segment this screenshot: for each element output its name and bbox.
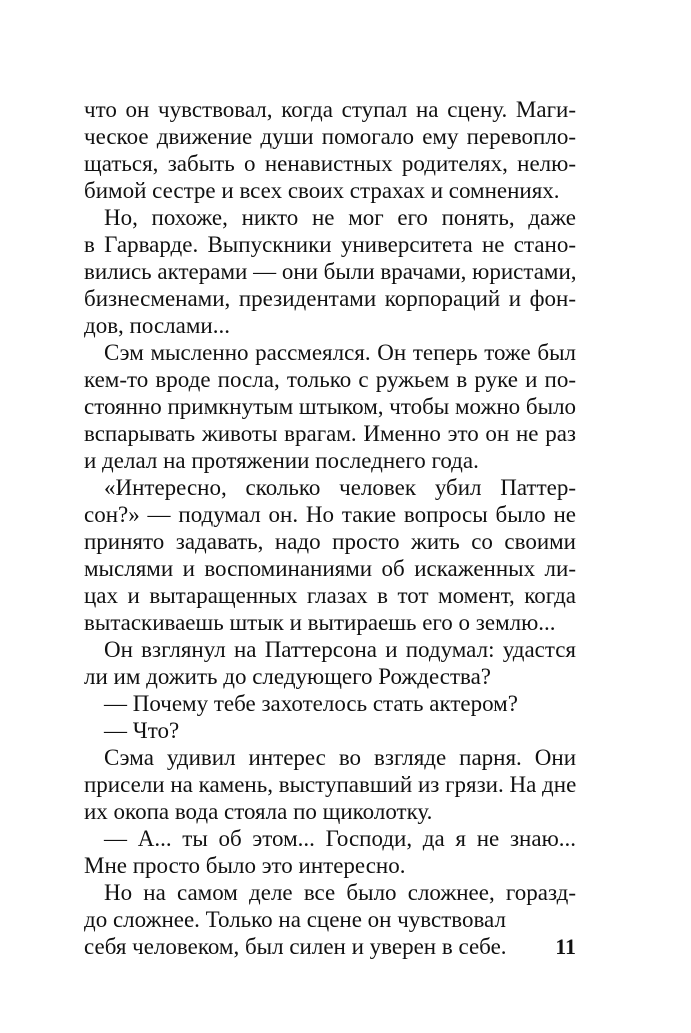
- text-line: цах и вытаращенных глазах в тот момент, когда: [84, 583, 576, 608]
- text-line: и делал на протяжении последнего года.: [84, 448, 479, 473]
- text-line: их окопа вода стояла по щиколотку.: [84, 799, 433, 824]
- text-line: Сэма удивил интерес во взгляде парня. Они: [104, 745, 576, 770]
- text-line: бизнесменами, президентами корпораций и фон-: [84, 286, 576, 311]
- text-line: Но на самом деле все было сложнее, горазд-: [104, 880, 576, 905]
- text-line: ческое движение души помогало ему перевопло-: [84, 124, 576, 149]
- text-line: Но, похоже, никто не мог его понять, даже: [104, 205, 576, 230]
- text-line: до сложнее. Только на сцене он чувствовал: [84, 907, 506, 932]
- dialogue-line: — Почему тебе захотелось стать актером?: [104, 691, 518, 716]
- dialogue-line: — Что?: [104, 718, 180, 743]
- text-line: дов, послами...: [84, 313, 230, 338]
- text-line: ли им дожить до следующего Рождества?: [84, 664, 491, 689]
- text-line: Сэм мысленно рассмеялся. Он теперь тоже был: [104, 340, 576, 365]
- text-line: вытаскиваешь штык и вытираешь его о землю...: [84, 610, 556, 635]
- text-line: «Интересно, сколько человек убил Паттер-: [104, 475, 576, 500]
- text-line: вились актерами — они были врачами, юристами,: [84, 259, 577, 284]
- text-line: бимой сестре и всех своих страхах и сомнениях.: [84, 178, 560, 203]
- text-line: вспарывать животы врагам. Именно это он не раз: [84, 421, 576, 446]
- text-line: стоянно примкнутым штыком, чтобы можно было: [84, 394, 577, 419]
- text-line: что он чувствовал, когда ступал на сцену. Маги-: [84, 97, 576, 122]
- text-line: сон?» — подумал он. Но такие вопросы было не: [84, 502, 576, 527]
- page-number: 11: [555, 934, 576, 959]
- text-line: щаться, забыть о ненавистных родителях, нелю-: [84, 151, 576, 176]
- text-line: себя человеком, был силен и уверен в себе.: [84, 934, 507, 959]
- text-line: в Гарварде. Выпускники университета не стано-: [84, 232, 576, 257]
- dialogue-line: — А... ты об этом... Господи, да я не знаю...: [104, 826, 576, 851]
- dialogue-line: Мне просто было это интересно.: [84, 853, 406, 878]
- text-line: принято задавать, надо просто жить со своими: [84, 529, 576, 554]
- text-line: присели на камень, выступавший из грязи. На дне: [84, 772, 577, 797]
- text-line: Он взглянул на Паттерсона и подумал: удастся: [104, 637, 576, 662]
- text-line: мыслями и воспоминаниями об искаженных ли-: [84, 556, 576, 581]
- text-line: кем-то вроде посла, только с ружьем в руке и по-: [84, 367, 576, 392]
